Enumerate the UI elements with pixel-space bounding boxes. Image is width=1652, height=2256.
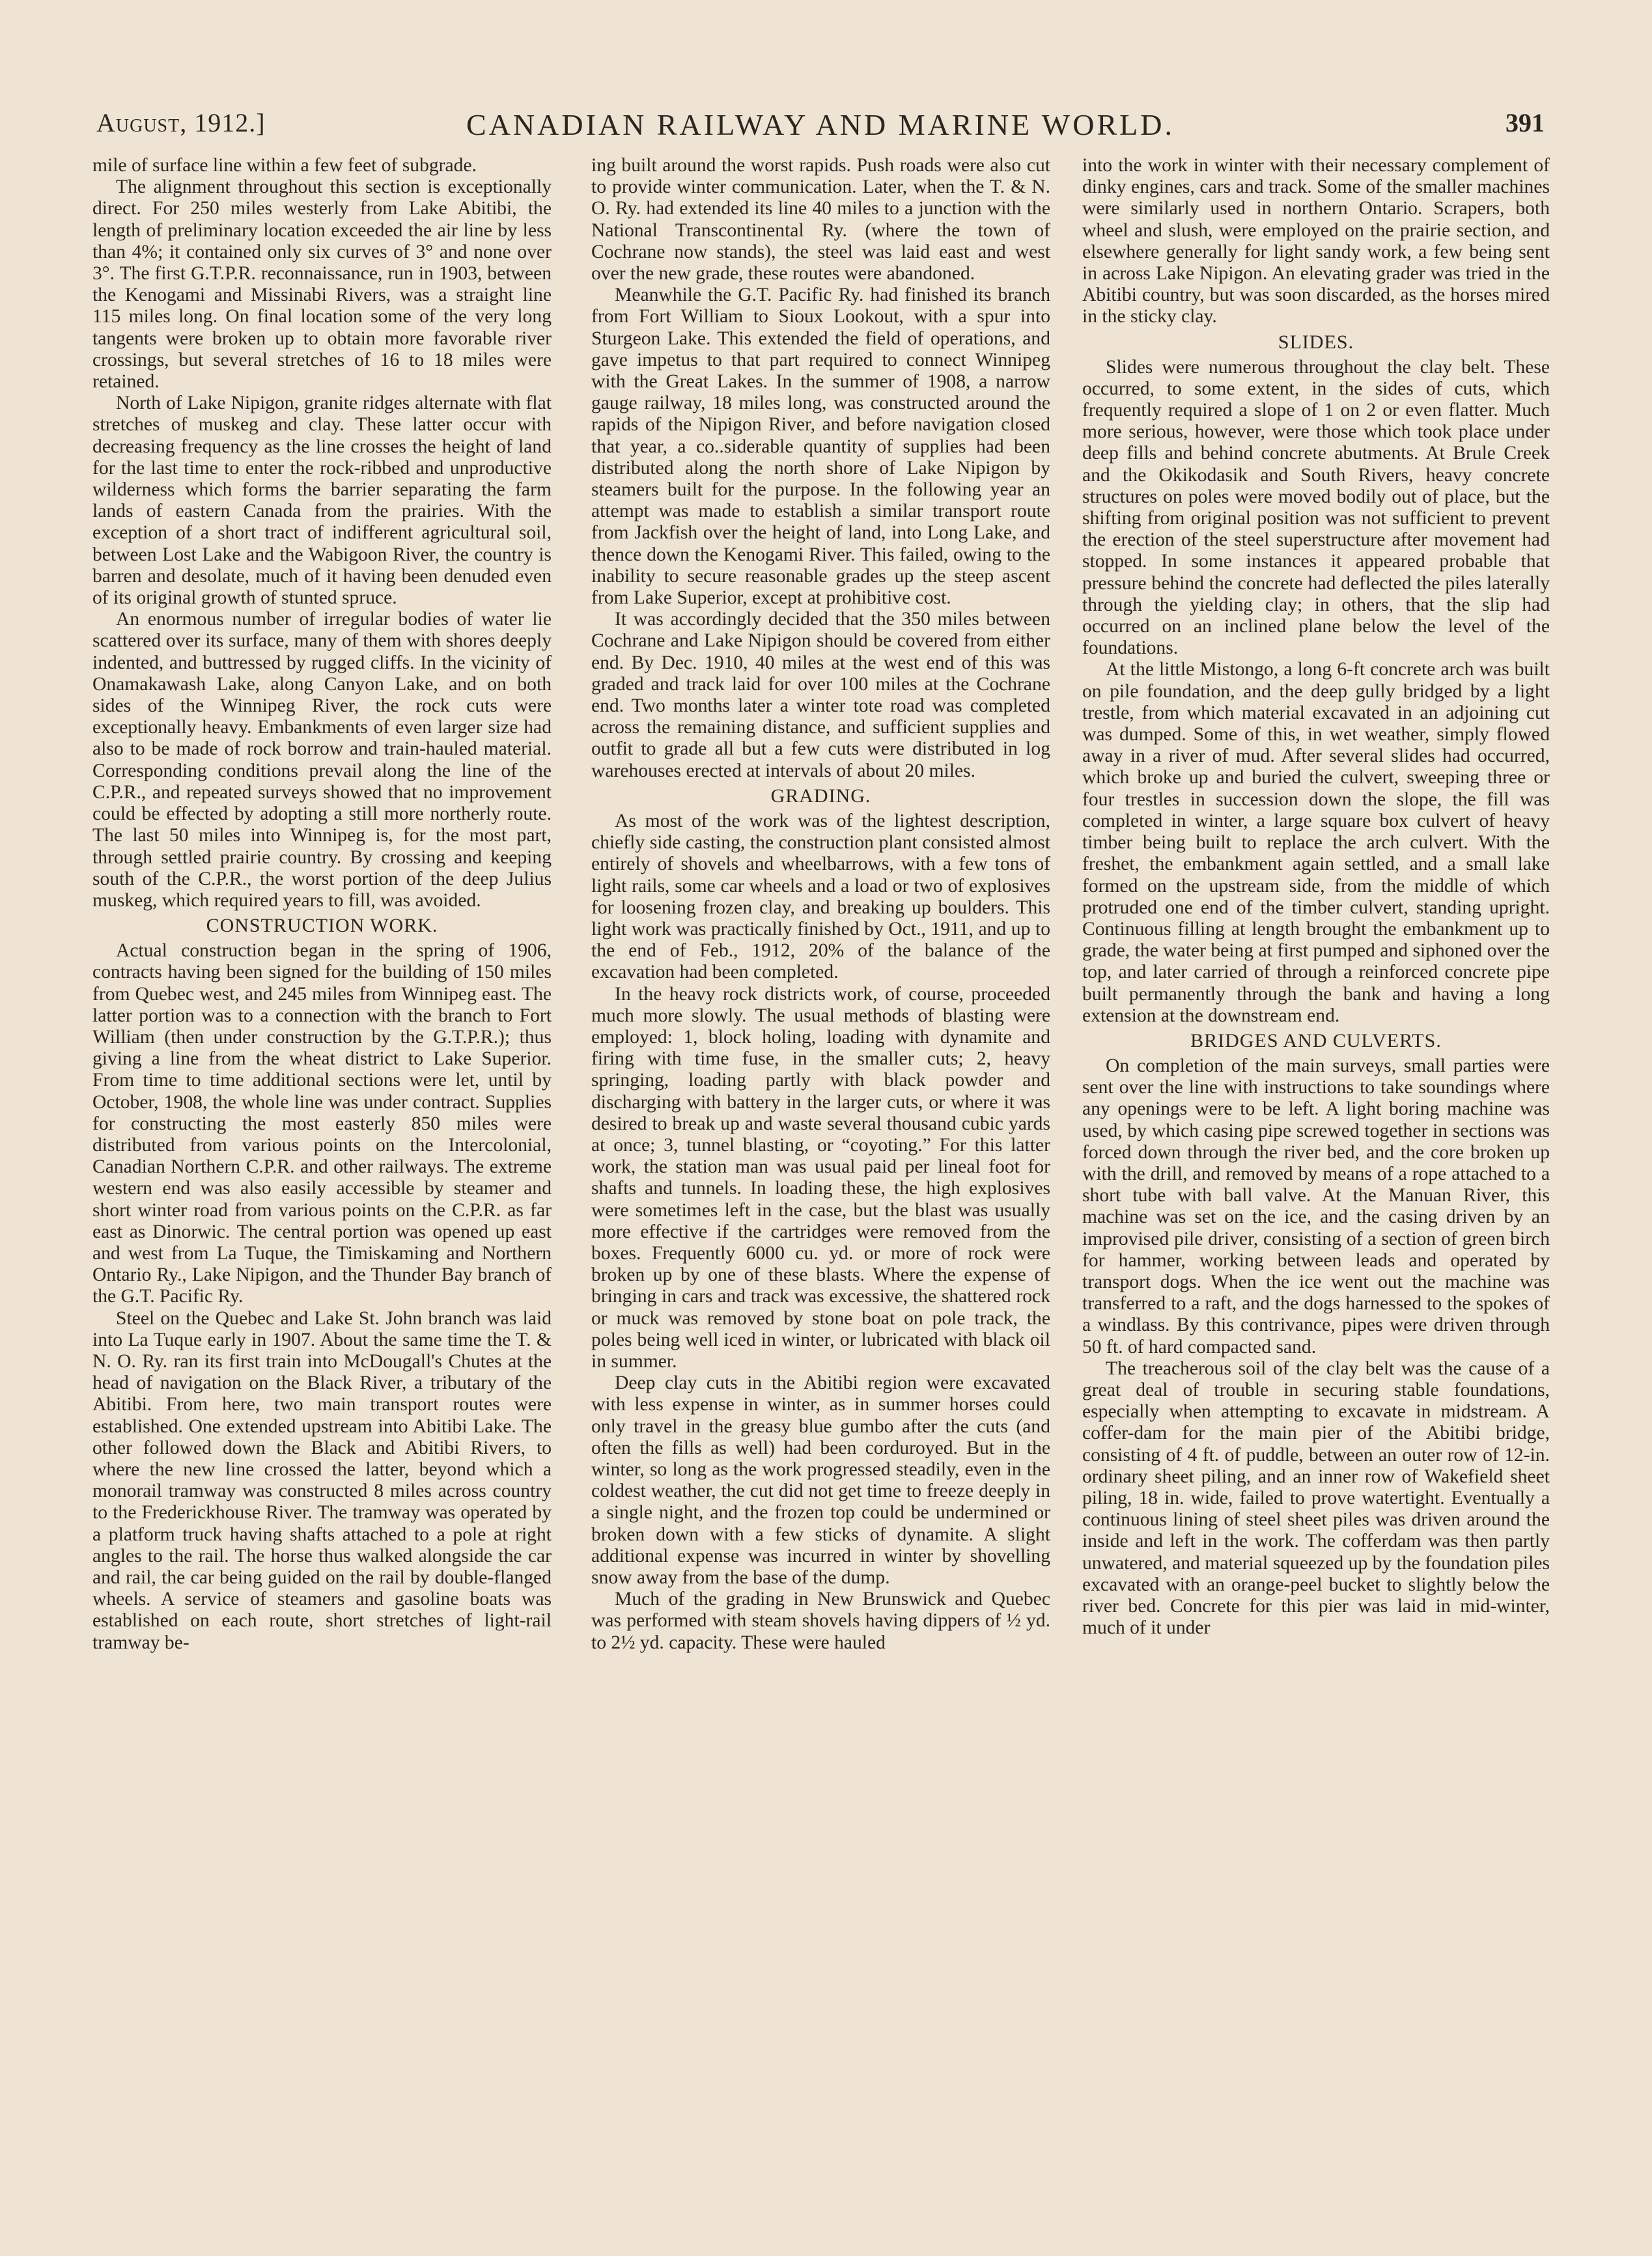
- paragraph: It was accordingly decided that the 350 miles between Cochrane and Lake Nipigon should be covered from either end. By Dec. 1910, 40 miles at the west end of this was graded and track laid for over 100 miles at the Cochrane end. Two months later a winter tote road was completed across the remaining distance, and sufficient supplies and outfit to grade all but a few cuts were distributed in log warehouses erected at intervals of about 20 miles.: [591, 609, 1050, 781]
- paragraph: As most of the work was of the lightest description, chiefly side casting, the construction plant consisted almost entirely of shovels and wheelbarrows, with a few tons of light rails, some car wheels and a load or two of explosives for loosening frozen clay, and breaking up boulders. This light work was practically finished by Oct., 1911, and up to the end of Feb., 1912, 20% of the balance of the excavation had been completed.: [591, 810, 1050, 983]
- issue-date: August, 1912.]: [96, 108, 266, 137]
- paragraph: An enormous number of irregular bodies of water lie scattered over its surface, many of them with shores deeply indented, and buttressed by rugged cliffs. In the vicinity of Onamakawash Lake, along Canyon Lake, and on both sides of the Winnipeg River, the rock cuts were exceptionally heavy. Embankments of even larger size had also to be made of rock borrow and train-hauled material. Corresponding conditions prevail along the line of the C.P.R., and repeated surveys showed that no improvement could be effected by adopting a still more northerly route. The last 50 miles into Winnipeg is, for the most part, through settled prairie country. By crossing and keeping south of the C.P.R., the worst portion of the deep Julius muskeg, which required years to fill, was avoided.: [92, 609, 552, 911]
- paragraph: At the little Mistongo, a long 6-ft concrete arch was built on pile foundation, and the deep gully bridged by a light trestle, from which material excavated in an adjoining cut was dumped. Some of this, in wet weather, simply flowed away in a river of mud. After several slides had occurred, which broke up and buried the culvert, sweeping three or four trestles in succession down the slope, the fill was completed in winter, a large square box culvert of heavy timber being built to replace the arch culvert. With the freshet, the embankment again settled, and a small lake formed on the upstream side, from the middle of which protruded one end of the timber culvert, standing upright. Continuous filling at length brought the embankment up to grade, the water being at first pumped and siphoned over the top, and later carried of through a reinforced concrete pipe built permanently through the bank and having a long extension at the downstream end.: [1082, 659, 1550, 1026]
- journal-title: CANADIAN RAILWAY AND MARINE WORLD.: [466, 108, 1175, 141]
- article-body: [92, 155, 1550, 2173]
- column-2: [591, 155, 1050, 2173]
- paragraph: Steel on the Quebec and Lake St. John branch was laid into La Tuque early in 1907. About the same time the T. & N. O. Ry. ran its first train into McDougall's Chutes at the head of navigation on the Black River, a tributary of the Abitibi. From here, two main transport routes were established. One extended upstream into Abitibi Lake. The other followed down the Black and Abitibi Rivers, to where the new line crossed the latter, beyond which a monorail tramway was constructed 8 miles across country to the Frederickhouse River. The tramway was operated by a platform truck having shafts attached to a pole at right angles to the rail. The horse thus walked alongside the car and rail, the car being guided on the rail by double-flanged wheels. A service of steamers and gasoline boats was established on each route, short stretches of light-rail tramway be-: [92, 1307, 552, 1653]
- column-1: [92, 155, 552, 2173]
- section-heading-construction-work: CONSTRUCTION WORK.: [206, 915, 438, 937]
- column-3: [1082, 155, 1550, 2173]
- paragraph: In the heavy rock districts work, of course, proceeded much more slowly. The usual methods of blasting were employed: 1, block holing, loading with dynamite and firing with time fuse, in the smaller cuts; 2, heavy springing, loading partly with black powder and discharging with battery in the larger cuts, or where it was desired to break up and waste several thousand cubic yards at once; 3, tunnel blasting, or “coyoting.” For this latter work, the station man was usual paid per lineal foot for shafts and tunnels. In loading these, the high explosives were sometimes left in the case, but the blast was usually more effective if the cartridges were removed from the boxes. Frequently 6000 cu. yd. or more of rock were broken up by one of these blasts. Where the expense of bringing in cars and track was excessive, the shattered rock or muck was removed by stone boat on pole track, the poles being well iced in winter, or lubricated with black oil in summer.: [591, 983, 1050, 1372]
- paragraph: Actual construction began in the spring of 1906, contracts having been signed for the building of 150 miles from Quebec west, and 245 miles from Winnipeg east. The latter portion was to a connection with the branch to Fort William (then under construction by the G.T.P.R.); thus giving a line from the wheat district to Lake Superior. From time to time additional sections were let, until by October, 1908, the whole line was under contract. Supplies for constructing the most easterly 850 miles were distributed from various points on the Intercolonial, Canadian Northern C.P.R. and other railways. The extreme western end was also easily accessible by steamer and short winter road from various points on the C.P.R. as far east as Dinorwic. The central portion was opened up east and west from La Tuque, the Timiskaming and Northern Ontario Ry., Lake Nipigon, and the Thunder Bay branch of the G.T. Pacific Ry.: [92, 940, 552, 1307]
- paragraph: into the work in winter with their necessary complement of dinky engines, cars and track. Some of the smaller machines were similarly used in northern Ontario. Scrapers, both wheel and slush, were employed on the prairie section, and elsewhere generally for light sandy work, a few being sent in across Lake Nipigon. An elevating grader was tried in the Abitibi country, but was soon discarded, as the horses mired in the sticky clay.: [1082, 155, 1550, 327]
- paragraph: mile of surface line within a few feet of subgrade.: [92, 155, 477, 176]
- paragraph: Deep clay cuts in the Abitibi region were excavated with less expense in winter, as in summer horses could only travel in the greasy blue gumbo after the cuts (and often the fills as well) had been corduroyed. But in the winter, so long as the work progressed steadily, even in the coldest weather, the cut did not get time to freeze deeply in a single night, and the frozen top could be undermined or broken down with a few sticks of dynamite. A slight additional expense was incurred in winter by shovelling snow away from the base of the dump.: [591, 1372, 1050, 1588]
- paragraph: Much of the grading in New Brunswick and Quebec was performed with steam shovels having dippers of ½ yd. to 2½ yd. capacity. These were hauled: [591, 1589, 1050, 1653]
- paragraph: Slides were numerous throughout the clay belt. These occurred, to some extent, in the sides of cuts, which frequently required a slope of 1 on 2 or even flatter. Much more serious, however, were those which took place under deep fills and behind concrete abutments. At Brule Creek and the Okikodasik and South Rivers, heavy concrete structures on poles were moved bodily out of place, but the shifting from original position was not sufficient to prevent the erection of the steel superstructure after movement had stopped. In some instances it appeared probable that pressure behind the concrete had deflected the piles laterally through the yielding clay; in others, that the slip had occurred on an inclined plane below the level of the foundations.: [1082, 356, 1550, 659]
- paragraph: North of Lake Nipigon, granite ridges alternate with flat stretches of muskeg and clay. These latter occur with decreasing frequency as the line crosses the height of land for the last time to enter the rock-ribbed and unproductive wilderness which forms the barrier separating the farm lands of eastern Canada from the prairies. With the exception of a short tract of indifferent agricultural soil, between Lost Lake and the Wabigoon River, the country is barren and desolate, much of it having been denuded even of its original growth of stunted spruce.: [92, 393, 552, 609]
- paragraph: ing built around the worst rapids. Push roads were also cut to provide winter communication. Later, when the T. & N. O. Ry. had extended its line 40 miles to a junction with the National Transcontinental Ry. (where the town of Cochrane now stands), the steel was laid east and west over the new grade, these routes were abandoned.: [591, 155, 1050, 285]
- paragraph: Meanwhile the G.T. Pacific Ry. had finished its branch from Fort William to Sioux Lookout, with a spur into Sturgeon Lake. This extended the field of operations, and gave impetus to that part required to connect Winnipeg with the Great Lakes. In the summer of 1908, a narrow gauge railway, 18 miles long, was constructed around the rapids of the Nipigon River, and before navigation closed that year, a co..siderable quantity of supplies had been distributed along the north shore of Lake Nipigon by steamers built for the purpose. In the following year an attempt was made to establish a similar transport route from Jackfish over the height of land, into Long Lake, and thence down the Kenogami River. This failed, owing to the inability to secure reasonable grades up the steep ascent from Lake Superior, except at prohibitive cost.: [591, 285, 1050, 609]
- running-header: [91, 107, 1550, 146]
- paragraph: On completion of the main surveys, small parties were sent over the line with instructions to take soundings where any openings were to be left. A light boring machine was used, by which casing pipe screwed together in sections was forced down through the river bed, and the core broken up with the drill, and removed by means of a rope attached to a short tube with ball valve. At the Manuan River, this machine was set on the ice, and the casing driven by an improvised pile driver, consisting of a section of green birch for hammer, working between leads and operated by transport dogs. When the ice went out the machine was transferred to a raft, and the dogs harnessed to the spokes of a windlass. By this contrivance, pipes were driven through 50 ft. of hard compacted sand.: [1082, 1055, 1550, 1358]
- paragraph: The alignment throughout this section is exceptionally direct. For 250 miles westerly from Lake Abitibi, the length of preliminary location exceeded the air line by less than 4%; it contained only six curves of 3° and none over 3°. The first G.T.P.R. reconnaissance, run in 1903, between the Kenogami and Missinabi Rivers, was a straight line 115 miles long. On final location some of the very long tangents were broken up to obtain more favorable river crossings, but several stretches of 16 to 18 miles were retained.: [92, 176, 552, 393]
- page-number: 391: [1505, 108, 1545, 137]
- section-heading-slides: SLIDES.: [1278, 331, 1354, 353]
- section-heading-grading: GRADING.: [770, 785, 871, 807]
- section-heading-bridges-and-culverts: BRIDGES AND CULVERTS.: [1190, 1029, 1442, 1051]
- paragraph: The treacherous soil of the clay belt was the cause of a great deal of trouble in securing stable foundations, especially when attempting to excavate in midstream. A coffer-dam for the main pier of the Abitibi bridge, consisting of 4 ft. of puddle, between an outer row of 12-in. ordinary sheet piling, and an inner row of Wakefield sheet piling, 18 in. wide, failed to prove watertight. Eventually a continuous lining of steel sheet piles was driven around the inside and left in the work. The cofferdam was then partly unwatered, and material squeezed up by the foundation piles excavated with an orange-peel bucket to slightly below the river bed. Concrete for this pier was laid in mid-winter, much of it under: [1082, 1358, 1550, 1639]
